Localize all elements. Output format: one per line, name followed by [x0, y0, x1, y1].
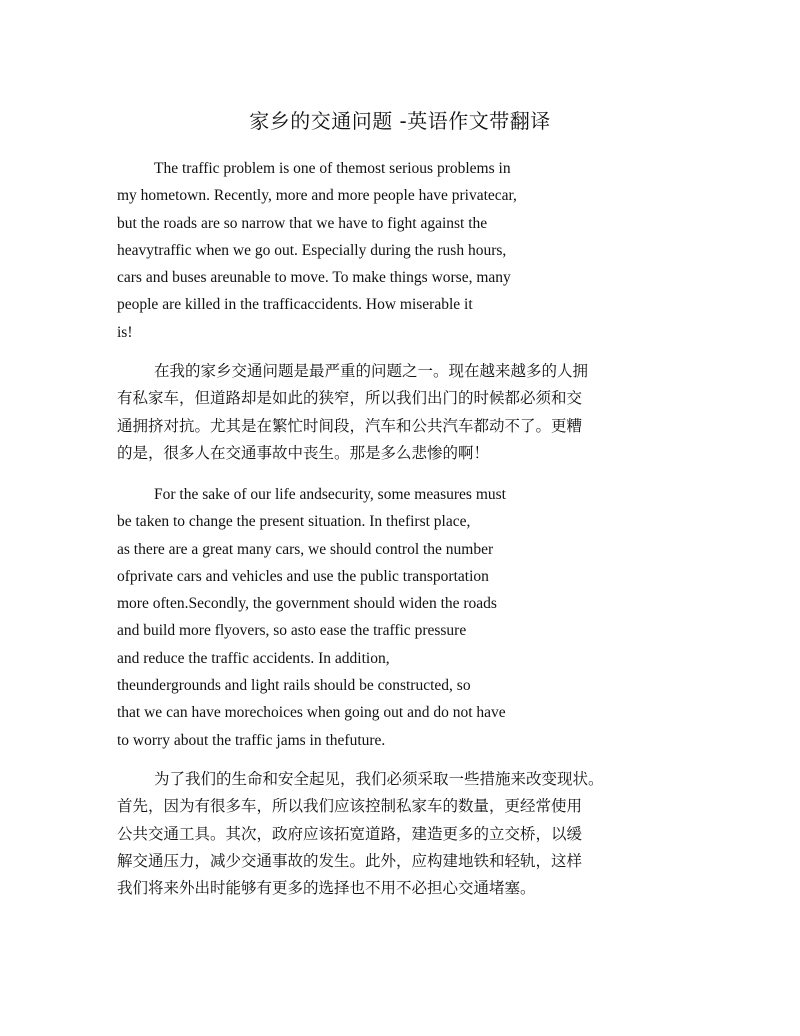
text-line: 为了我们的生命和安全起见，我们必须采取一些措施来改变现状。: [154, 770, 604, 788]
text-line: be taken to change the present situation. In thefirst place,: [117, 513, 471, 531]
text-line: cars and buses areunable to move. To make things worse, many: [117, 269, 511, 287]
text-line: 我们将来外出时能够有更多的选择也不用不必担心交通堵塞。: [117, 879, 536, 898]
paragraph-english-1: [117, 155, 577, 346]
text-line: For the sake of our life andsecurity, some measures must: [154, 486, 506, 503]
text-line: and build more flyovers, so asto ease the traffic pressure: [117, 622, 467, 640]
text-line: to worry about the traffic jams in thefuture.: [117, 731, 386, 749]
text-line: 有私家车，但道路却是如此的狭窄，所以我们出门的时候都必须和交: [117, 389, 583, 408]
text-line: 公共交通工具。其次，政府应该拓宽道路，建造更多的立交桥，以缓: [117, 824, 583, 843]
paragraph-chinese-2: [117, 766, 657, 902]
text-line: and reduce the traffic accidents. In addition,: [117, 649, 390, 667]
text-line: 的是，很多人在交通事故中丧生。那是多么悲惨的啊！: [117, 443, 490, 462]
text-line: 解交通压力，减少交通事故的发生。此外，应构建地铁和轻轨，这样: [117, 851, 583, 870]
text-line: is!: [117, 323, 133, 341]
text-line: 通拥挤对抗。尤其是在繁忙时间段，汽车和公共汽车都动不了。更糟: [117, 416, 583, 435]
text-line: my hometown. Recently, more and more people have privatecar,: [117, 187, 517, 205]
text-line: more often.Secondly, the government should widen the roads: [117, 595, 497, 613]
text-line: ofprivate cars and vehicles and use the public transportation: [117, 567, 489, 585]
text-line: heavytraffic when we go out. Especially during the rush hours,: [117, 241, 507, 259]
paragraph-english-2: [117, 481, 577, 754]
document-title: 家乡的交通问题 -英语作文带翻译: [249, 109, 551, 133]
text-line: 在我的家乡交通问题是最严重的问题之一。现在越来越多的人拥: [154, 362, 589, 380]
paragraph-chinese-1: [117, 358, 657, 467]
text-line: 首先，因为有很多车，所以我们应该控制私家车的数量，更经常使用: [117, 797, 583, 816]
text-line: but the roads are so narrow that we have to fight against the: [117, 214, 488, 232]
text-line: that we can have morechoices when going out and do not have: [117, 704, 506, 722]
text-line: people are killed in the trafficaccidents. How miserable it: [117, 296, 473, 314]
text-line: as there are a great many cars, we should control the number: [117, 540, 494, 558]
text-line: theundergrounds and light rails should be constructed, so: [117, 677, 471, 695]
text-line: The traffic problem is one of themost serious problems in: [154, 160, 511, 177]
